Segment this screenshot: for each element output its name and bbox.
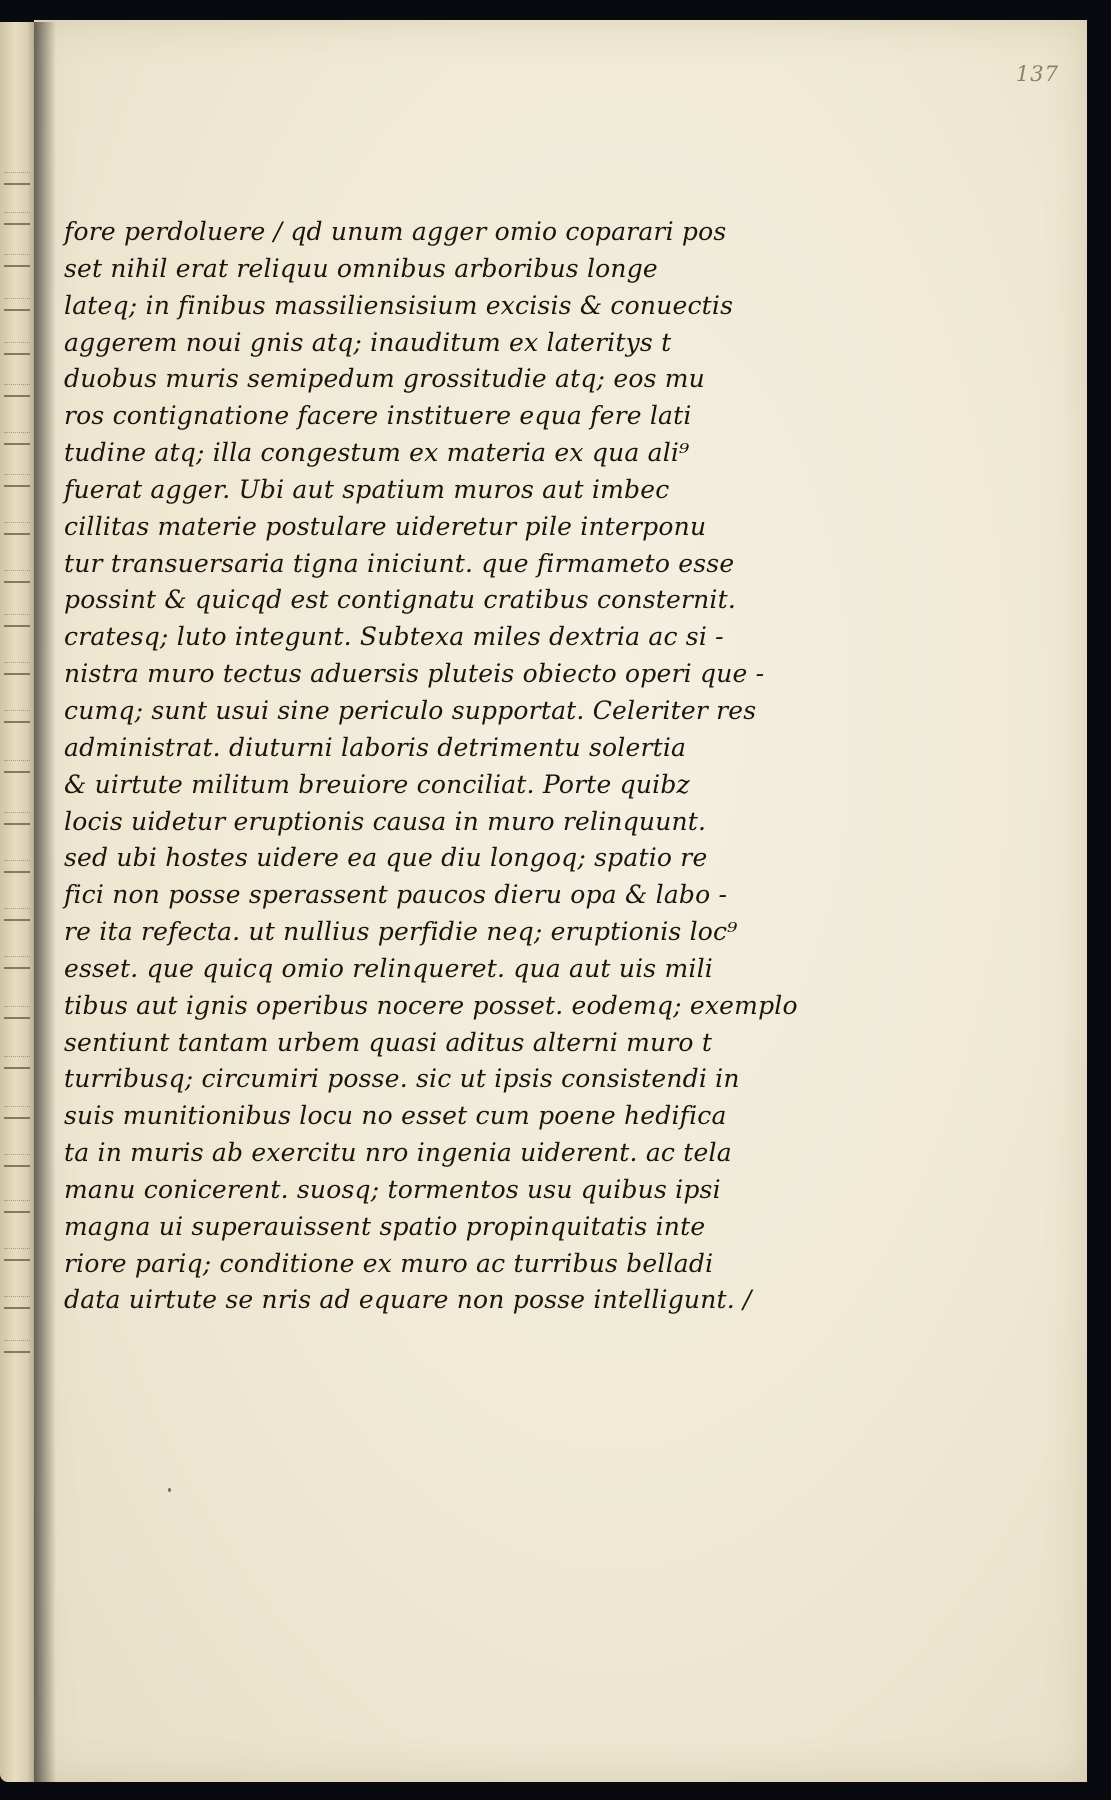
facing-page-line <box>4 432 30 445</box>
manuscript-leaf <box>34 20 1087 1782</box>
manuscript-line: ta in muris ab exercitu nro ingenia uiderent. ac tela <box>64 1138 732 1168</box>
facing-page-line <box>4 522 30 535</box>
manuscript-line: suis munitionibus locu no esset cum poene hedifica <box>64 1101 727 1131</box>
text-block <box>64 214 824 1319</box>
facing-page-line <box>4 662 30 675</box>
facing-page-line <box>4 474 30 487</box>
facing-page-line <box>4 1106 30 1119</box>
manuscript-line: data uirtute se nris ad equare non posse intelligunt. / <box>64 1285 752 1315</box>
facing-page-line <box>4 1056 30 1069</box>
manuscript-line: magna ui superauissent spatio propinquitatis inte <box>64 1211 706 1241</box>
facing-page-line <box>4 956 30 969</box>
manuscript-line: administrat. diuturni laboris detrimentu solertia <box>64 732 687 762</box>
manuscript-line: esset. que quicq omio relinqueret. qua aut uis mili <box>64 953 713 983</box>
manuscript-line: riore pariq; conditione ex muro ac turribus belladi <box>64 1248 714 1278</box>
manuscript-line: possint & quicqd est contignatu cratibus consternit. <box>64 585 737 615</box>
facing-page-line <box>4 1248 30 1261</box>
manuscript-line: tibus aut ignis operibus nocere posset. eodemq; exemplo <box>64 990 798 1020</box>
gutter-shadow <box>34 22 56 1782</box>
facing-page-line <box>4 614 30 627</box>
manuscript-line: fore perdoluere / qd unum agger omio coparari pos <box>64 217 727 246</box>
manuscript-line: cratesq; luto integunt. Subtexa miles dextria ac si - <box>64 622 724 652</box>
manuscript-line: cumq; sunt usui sine periculo supportat. Celeriter res <box>64 695 757 725</box>
facing-page-line <box>4 1154 30 1167</box>
facing-page-line <box>4 172 30 185</box>
manuscript-line: tur transuersaria tigna iniciunt. que firmameto esse <box>64 548 735 578</box>
manuscript-line: turribusq; circumiri posse. sic ut ipsis consistendi in <box>64 1064 740 1094</box>
facing-page-line <box>4 908 30 921</box>
manuscript-line: set nihil erat reliquu omnibus arboribus longe <box>64 253 658 283</box>
manuscript-line: fici non posse sperassent paucos dieru opa & labo - <box>64 880 728 910</box>
facing-page-line <box>4 1340 30 1353</box>
manuscript-line: aggerem noui gnis atq; inauditum ex lateritys t <box>64 327 672 357</box>
facing-page-line <box>4 1296 30 1309</box>
manuscript-line: lateq; in finibus massiliensisium excisis & conuectis <box>64 290 734 320</box>
manuscript-line: sentiunt tantam urbem quasi aditus alterni muro t <box>64 1027 713 1057</box>
facing-page-line <box>4 570 30 583</box>
manuscript-line: sed ubi hostes uidere ea que diu longoq; spatio re <box>64 843 708 873</box>
manuscript-line: fuerat agger. Ubi aut spatium muros aut imbec <box>64 474 670 504</box>
facing-page-line <box>4 384 30 397</box>
manuscript-line: ros contignatione facere instituere equa fere lati <box>64 401 692 431</box>
manuscript-line: locis uidetur eruptionis causa in muro relinquunt. <box>64 806 707 836</box>
facing-page-edge <box>0 22 34 1782</box>
folio-number: 137 <box>1015 62 1059 86</box>
parchment-speck <box>168 1488 171 1492</box>
manuscript-line: duobus muris semipedum grossitudie atq; eos mu <box>64 364 705 394</box>
facing-page-line <box>4 710 30 723</box>
manuscript-line: nistra muro tectus aduersis pluteis obiecto operi que - <box>64 659 765 689</box>
facing-page-line <box>4 1006 30 1019</box>
facing-page-line <box>4 860 30 873</box>
facing-page-line <box>4 760 30 773</box>
manuscript-line: tudine atq; illa congestum ex materia ex qua ali⁹ <box>64 438 690 468</box>
facing-page-line <box>4 812 30 825</box>
manuscript-line: re ita refecta. ut nullius perfidie neq; eruptionis loc⁹ <box>64 917 738 947</box>
manuscript-line: cillitas materie postulare uideretur pile interponu <box>64 511 707 541</box>
facing-page-line <box>4 342 30 355</box>
manuscript-line: manu conicerent. suosq; tormentos usu quibus ipsi <box>64 1174 721 1204</box>
manuscript-line: & uirtute militum breuiore conciliat. Porte quibz <box>64 769 690 799</box>
facing-page-line <box>4 1200 30 1213</box>
facing-page-line <box>4 254 30 267</box>
facing-page-line <box>4 298 30 311</box>
facing-page-line <box>4 212 30 225</box>
